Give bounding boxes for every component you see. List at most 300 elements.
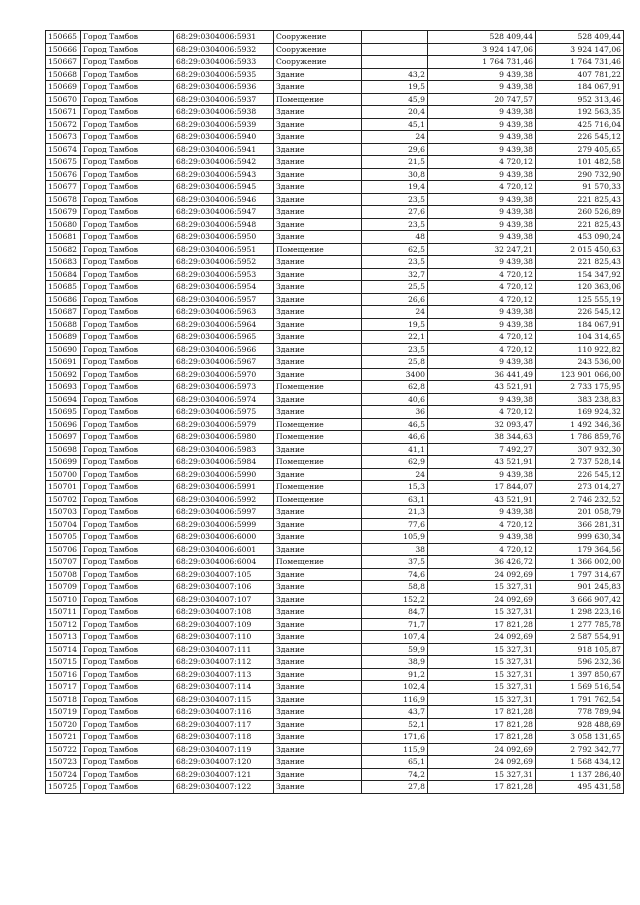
object-type-cell: Помещение [274, 493, 362, 506]
cadastral-number-cell: 68:29:0304006:5947 [174, 206, 274, 219]
area-cell: 43,7 [362, 706, 428, 719]
record-id-cell: 150705 [46, 531, 81, 544]
cadastral-number-cell: 68:29:0304006:5935 [174, 68, 274, 81]
area-cell: 65,1 [362, 756, 428, 769]
cadastral-number-cell: 68:29:0304006:5966 [174, 343, 274, 356]
city-cell: Город Тамбов [81, 431, 174, 444]
cadastral-number-cell: 68:29:0304006:5945 [174, 181, 274, 194]
table-row [46, 631, 624, 644]
record-id-cell: 150691 [46, 356, 81, 369]
unit-value-cell: 15 327,31 [428, 656, 536, 669]
cadastral-number-cell: 68:29:0304006:5952 [174, 256, 274, 269]
table-row [46, 218, 624, 231]
object-type-cell: Здание [274, 631, 362, 644]
record-id-cell: 150686 [46, 293, 81, 306]
cadastral-value-cell: 226 545,12 [536, 131, 624, 144]
object-type-cell: Здание [274, 518, 362, 531]
table-row [46, 518, 624, 531]
cadastral-value-cell: 120 363,06 [536, 281, 624, 294]
area-cell: 32,7 [362, 268, 428, 281]
city-cell: Город Тамбов [81, 693, 174, 706]
city-cell: Город Тамбов [81, 593, 174, 606]
object-type-cell: Здание [274, 531, 362, 544]
cadastral-value-cell: 2 015 450,63 [536, 243, 624, 256]
area-cell: 22,1 [362, 331, 428, 344]
city-cell: Город Тамбов [81, 656, 174, 669]
cadastral-value-cell: 3 924 147,06 [536, 43, 624, 56]
table-row [46, 268, 624, 281]
unit-value-cell: 7 492,27 [428, 443, 536, 456]
table-row [46, 56, 624, 69]
record-id-cell: 150725 [46, 781, 81, 794]
record-id-cell: 150713 [46, 631, 81, 644]
record-id-cell: 150682 [46, 243, 81, 256]
unit-value-cell: 17 821,28 [428, 731, 536, 744]
cadastral-number-cell: 68:29:0304006:6001 [174, 543, 274, 556]
table-row [46, 743, 624, 756]
cadastral-number-cell: 68:29:0304007:108 [174, 606, 274, 619]
record-id-cell: 150689 [46, 331, 81, 344]
area-cell: 74,6 [362, 568, 428, 581]
record-id-cell: 150693 [46, 381, 81, 394]
city-cell: Город Тамбов [81, 418, 174, 431]
record-id-cell: 150678 [46, 193, 81, 206]
cadastral-number-cell: 68:29:0304006:5940 [174, 131, 274, 144]
cadastral-value-cell: 192 563,35 [536, 106, 624, 119]
record-id-cell: 150708 [46, 568, 81, 581]
cadastral-value-cell: 1 366 002,00 [536, 556, 624, 569]
area-cell: 23,5 [362, 218, 428, 231]
table-row [46, 706, 624, 719]
object-type-cell: Здание [274, 343, 362, 356]
area-cell: 45,9 [362, 93, 428, 106]
table-row [46, 468, 624, 481]
area-cell [362, 31, 428, 44]
cadastral-number-cell: 68:29:0304007:106 [174, 581, 274, 594]
cadastral-value-cell: 2 792 342,77 [536, 743, 624, 756]
cadastral-value-cell: 1 137 286,40 [536, 768, 624, 781]
cadastral-number-cell: 68:29:0304006:5983 [174, 443, 274, 456]
cadastral-value-cell: 125 555,19 [536, 293, 624, 306]
cadastral-value-cell: 260 526,89 [536, 206, 624, 219]
cadastral-value-cell: 495 431,58 [536, 781, 624, 794]
cadastral-value-cell: 2 737 528,14 [536, 456, 624, 469]
area-cell: 25,8 [362, 356, 428, 369]
cadastral-number-cell: 68:29:0304006:5973 [174, 381, 274, 394]
area-cell: 46,5 [362, 418, 428, 431]
city-cell: Город Тамбов [81, 306, 174, 319]
area-cell: 77,6 [362, 518, 428, 531]
record-id-cell: 150685 [46, 281, 81, 294]
table-row [46, 43, 624, 56]
cadastral-number-cell: 68:29:0304006:5953 [174, 268, 274, 281]
area-cell: 107,4 [362, 631, 428, 644]
cadastral-number-cell: 68:29:0304006:6004 [174, 556, 274, 569]
area-cell: 41,1 [362, 443, 428, 456]
table-row [46, 81, 624, 94]
cadastral-value-cell: 243 536,00 [536, 356, 624, 369]
city-cell: Город Тамбов [81, 31, 174, 44]
object-type-cell: Помещение [274, 243, 362, 256]
record-id-cell: 150690 [46, 343, 81, 356]
cadastral-number-cell: 68:29:0304006:5950 [174, 231, 274, 244]
area-cell: 29,6 [362, 143, 428, 156]
area-cell: 24 [362, 306, 428, 319]
object-type-cell: Здание [274, 718, 362, 731]
cadastral-number-cell: 68:29:0304006:5974 [174, 393, 274, 406]
record-id-cell: 150704 [46, 518, 81, 531]
cadastral-value-cell: 1 277 785,78 [536, 618, 624, 631]
table-row [46, 431, 624, 444]
city-cell: Город Тамбов [81, 681, 174, 694]
city-cell: Город Тамбов [81, 631, 174, 644]
cadastral-value-cell: 226 545,12 [536, 468, 624, 481]
area-cell: 38,9 [362, 656, 428, 669]
record-id-cell: 150718 [46, 693, 81, 706]
unit-value-cell: 1 764 731,46 [428, 56, 536, 69]
cadastral-value-cell: 1 764 731,46 [536, 56, 624, 69]
area-cell: 19,5 [362, 318, 428, 331]
object-type-cell: Здание [274, 368, 362, 381]
city-cell: Город Тамбов [81, 543, 174, 556]
unit-value-cell: 9 439,38 [428, 218, 536, 231]
unit-value-cell: 24 092,69 [428, 756, 536, 769]
cadastral-number-cell: 68:29:0304007:109 [174, 618, 274, 631]
object-type-cell: Здание [274, 81, 362, 94]
table-row [46, 543, 624, 556]
cadastral-number-cell: 68:29:0304007:121 [174, 768, 274, 781]
cadastral-number-cell: 68:29:0304006:5975 [174, 406, 274, 419]
table-row [46, 756, 624, 769]
city-cell: Город Тамбов [81, 206, 174, 219]
object-type-cell: Сооружение [274, 56, 362, 69]
table-row [46, 556, 624, 569]
cadastral-value-cell: 1 569 516,54 [536, 681, 624, 694]
city-cell: Город Тамбов [81, 218, 174, 231]
unit-value-cell: 38 344,63 [428, 431, 536, 444]
table-row [46, 343, 624, 356]
table-row [46, 106, 624, 119]
unit-value-cell: 9 439,38 [428, 231, 536, 244]
cadastral-number-cell: 68:29:0304006:5979 [174, 418, 274, 431]
record-id-cell: 150683 [46, 256, 81, 269]
cadastral-number-cell: 68:29:0304007:122 [174, 781, 274, 794]
table-row [46, 393, 624, 406]
object-type-cell: Здание [274, 106, 362, 119]
object-type-cell: Помещение [274, 418, 362, 431]
unit-value-cell: 15 327,31 [428, 606, 536, 619]
record-id-cell: 150681 [46, 231, 81, 244]
record-id-cell: 150707 [46, 556, 81, 569]
unit-value-cell: 4 720,12 [428, 181, 536, 194]
area-cell: 63,1 [362, 493, 428, 506]
city-cell: Город Тамбов [81, 268, 174, 281]
object-type-cell: Здание [274, 618, 362, 631]
area-cell: 152,2 [362, 593, 428, 606]
table-row [46, 293, 624, 306]
city-cell: Город Тамбов [81, 506, 174, 519]
cadastral-number-cell: 68:29:0304006:5941 [174, 143, 274, 156]
table-row [46, 693, 624, 706]
cadastral-number-cell: 68:29:0304006:5999 [174, 518, 274, 531]
cadastral-number-cell: 68:29:0304006:5943 [174, 168, 274, 181]
cadastral-number-cell: 68:29:0304007:120 [174, 756, 274, 769]
unit-value-cell: 43 521,91 [428, 493, 536, 506]
city-cell: Город Тамбов [81, 356, 174, 369]
cadastral-value-cell: 918 105,87 [536, 643, 624, 656]
unit-value-cell: 32 093,47 [428, 418, 536, 431]
cadastral-number-cell: 68:29:0304007:111 [174, 643, 274, 656]
cadastral-number-cell: 68:29:0304006:5938 [174, 106, 274, 119]
area-cell: 27,6 [362, 206, 428, 219]
table-row [46, 406, 624, 419]
object-type-cell: Здание [274, 131, 362, 144]
table-body [46, 31, 624, 794]
record-id-cell: 150710 [46, 593, 81, 606]
table-row [46, 581, 624, 594]
cadastral-value-cell: 110 922,82 [536, 343, 624, 356]
cadastral-number-cell: 68:29:0304007:115 [174, 693, 274, 706]
object-type-cell: Здание [274, 393, 362, 406]
city-cell: Город Тамбов [81, 718, 174, 731]
unit-value-cell: 15 327,31 [428, 668, 536, 681]
cadastral-value-cell: 201 058,79 [536, 506, 624, 519]
unit-value-cell: 9 439,38 [428, 531, 536, 544]
unit-value-cell: 9 439,38 [428, 468, 536, 481]
cadastral-number-cell: 68:29:0304006:5946 [174, 193, 274, 206]
table-row [46, 243, 624, 256]
city-cell: Город Тамбов [81, 768, 174, 781]
cadastral-value-cell: 407 781,22 [536, 68, 624, 81]
table-row [46, 168, 624, 181]
cadastral-value-cell: 778 789,94 [536, 706, 624, 719]
table-row [46, 668, 624, 681]
area-cell [362, 56, 428, 69]
cadastral-value-cell: 221 825,43 [536, 256, 624, 269]
area-cell: 21,5 [362, 156, 428, 169]
unit-value-cell: 4 720,12 [428, 406, 536, 419]
unit-value-cell: 36 426,72 [428, 556, 536, 569]
area-cell: 36 [362, 406, 428, 419]
cadastral-value-cell: 1 568 434,12 [536, 756, 624, 769]
cadastral-value-cell: 169 924,32 [536, 406, 624, 419]
table-row [46, 318, 624, 331]
cadastral-value-cell: 1 492 346,36 [536, 418, 624, 431]
cadastral-value-cell: 2 733 175,95 [536, 381, 624, 394]
area-cell: 62,8 [362, 381, 428, 394]
unit-value-cell: 3 924 147,06 [428, 43, 536, 56]
city-cell: Город Тамбов [81, 231, 174, 244]
city-cell: Город Тамбов [81, 243, 174, 256]
city-cell: Город Тамбов [81, 531, 174, 544]
record-id-cell: 150679 [46, 206, 81, 219]
record-id-cell: 150698 [46, 443, 81, 456]
cadastral-number-cell: 68:29:0304007:110 [174, 631, 274, 644]
unit-value-cell: 4 720,12 [428, 331, 536, 344]
record-id-cell: 150676 [46, 168, 81, 181]
record-id-cell: 150665 [46, 31, 81, 44]
table-row [46, 643, 624, 656]
area-cell: 3400 [362, 368, 428, 381]
cadastral-value-cell: 290 732,90 [536, 168, 624, 181]
record-id-cell: 150714 [46, 643, 81, 656]
object-type-cell: Здание [274, 256, 362, 269]
unit-value-cell: 20 747,57 [428, 93, 536, 106]
object-type-cell: Здание [274, 281, 362, 294]
city-cell: Город Тамбов [81, 618, 174, 631]
object-type-cell: Помещение [274, 556, 362, 569]
area-cell: 102,4 [362, 681, 428, 694]
table-row [46, 593, 624, 606]
object-type-cell: Помещение [274, 93, 362, 106]
cadastral-value-cell: 366 281,31 [536, 518, 624, 531]
table-row [46, 618, 624, 631]
object-type-cell: Здание [274, 706, 362, 719]
record-id-cell: 150720 [46, 718, 81, 731]
unit-value-cell: 9 439,38 [428, 506, 536, 519]
unit-value-cell: 15 327,31 [428, 768, 536, 781]
table-row [46, 256, 624, 269]
city-cell: Город Тамбов [81, 368, 174, 381]
record-id-cell: 150716 [46, 668, 81, 681]
area-cell: 20,4 [362, 106, 428, 119]
unit-value-cell: 4 720,12 [428, 281, 536, 294]
record-id-cell: 150722 [46, 743, 81, 756]
unit-value-cell: 24 092,69 [428, 631, 536, 644]
cadastral-value-cell: 3 058 131,65 [536, 731, 624, 744]
object-type-cell: Здание [274, 356, 362, 369]
cadastral-value-cell: 1 791 762,54 [536, 693, 624, 706]
area-cell: 62,5 [362, 243, 428, 256]
object-type-cell: Здание [274, 543, 362, 556]
record-id-cell: 150684 [46, 268, 81, 281]
cadastral-number-cell: 68:29:0304006:5951 [174, 243, 274, 256]
unit-value-cell: 24 092,69 [428, 743, 536, 756]
cadastral-number-cell: 68:29:0304006:5970 [174, 368, 274, 381]
area-cell: 62,9 [362, 456, 428, 469]
cadastral-value-cell: 1 298 223,16 [536, 606, 624, 619]
cadastral-number-cell: 68:29:0304006:5957 [174, 293, 274, 306]
table-row [46, 418, 624, 431]
cadastral-value-cell: 453 090,24 [536, 231, 624, 244]
cadastral-value-cell: 1 797 314,67 [536, 568, 624, 581]
cadastral-value-cell: 154 347,92 [536, 268, 624, 281]
cadastral-value-cell: 2 746 232,52 [536, 493, 624, 506]
unit-value-cell: 43 521,91 [428, 381, 536, 394]
city-cell: Город Тамбов [81, 493, 174, 506]
table-row [46, 731, 624, 744]
table-row [46, 131, 624, 144]
object-type-cell: Здание [274, 743, 362, 756]
cadastral-value-cell: 123 901 066,00 [536, 368, 624, 381]
cadastral-value-cell: 999 630,34 [536, 531, 624, 544]
area-cell: 23,5 [362, 256, 428, 269]
city-cell: Город Тамбов [81, 643, 174, 656]
table-row [46, 143, 624, 156]
object-type-cell: Здание [274, 143, 362, 156]
record-id-cell: 150715 [46, 656, 81, 669]
city-cell: Город Тамбов [81, 331, 174, 344]
object-type-cell: Здание [274, 218, 362, 231]
table-row [46, 681, 624, 694]
area-cell: 23,5 [362, 193, 428, 206]
object-type-cell: Сооружение [274, 43, 362, 56]
area-cell: 24 [362, 468, 428, 481]
cadastral-number-cell: 68:29:0304006:6000 [174, 531, 274, 544]
unit-value-cell: 17 821,28 [428, 706, 536, 719]
unit-value-cell: 528 409,44 [428, 31, 536, 44]
area-cell: 40,6 [362, 393, 428, 406]
area-cell: 74,2 [362, 768, 428, 781]
city-cell: Город Тамбов [81, 168, 174, 181]
unit-value-cell: 36 441,49 [428, 368, 536, 381]
city-cell: Город Тамбов [81, 756, 174, 769]
area-cell: 24 [362, 131, 428, 144]
cadastral-value-cell: 952 313,46 [536, 93, 624, 106]
object-type-cell: Здание [274, 293, 362, 306]
cadastral-number-cell: 68:29:0304006:5964 [174, 318, 274, 331]
cadastral-number-cell: 68:29:0304007:114 [174, 681, 274, 694]
table-row [46, 606, 624, 619]
cadastral-number-cell: 68:29:0304006:5931 [174, 31, 274, 44]
unit-value-cell: 4 720,12 [428, 156, 536, 169]
record-id-cell: 150675 [46, 156, 81, 169]
city-cell: Город Тамбов [81, 343, 174, 356]
table-row [46, 306, 624, 319]
cadastral-value-cell: 179 364,56 [536, 543, 624, 556]
record-id-cell: 150694 [46, 393, 81, 406]
area-cell: 37,5 [362, 556, 428, 569]
record-id-cell: 150701 [46, 481, 81, 494]
record-id-cell: 150709 [46, 581, 81, 594]
record-id-cell: 150721 [46, 731, 81, 744]
unit-value-cell: 24 092,69 [428, 593, 536, 606]
cadastral-number-cell: 68:29:0304007:105 [174, 568, 274, 581]
area-cell: 48 [362, 231, 428, 244]
cadastral-number-cell: 68:29:0304006:5942 [174, 156, 274, 169]
table-row [46, 368, 624, 381]
record-id-cell: 150719 [46, 706, 81, 719]
table-row [46, 456, 624, 469]
unit-value-cell: 9 439,38 [428, 81, 536, 94]
city-cell: Город Тамбов [81, 706, 174, 719]
record-id-cell: 150723 [46, 756, 81, 769]
city-cell: Город Тамбов [81, 181, 174, 194]
area-cell: 52,1 [362, 718, 428, 731]
city-cell: Город Тамбов [81, 81, 174, 94]
object-type-cell: Помещение [274, 381, 362, 394]
object-type-cell: Здание [274, 268, 362, 281]
object-type-cell: Здание [274, 406, 362, 419]
city-cell: Город Тамбов [81, 118, 174, 131]
object-type-cell: Помещение [274, 481, 362, 494]
area-cell: 91,2 [362, 668, 428, 681]
object-type-cell: Здание [274, 731, 362, 744]
cadastral-value-cell: 928 488,69 [536, 718, 624, 731]
object-type-cell: Здание [274, 468, 362, 481]
area-cell: 105,9 [362, 531, 428, 544]
city-cell: Город Тамбов [81, 556, 174, 569]
cadastral-number-cell: 68:29:0304006:5936 [174, 81, 274, 94]
area-cell: 116,9 [362, 693, 428, 706]
record-id-cell: 150672 [46, 118, 81, 131]
area-cell: 19,5 [362, 81, 428, 94]
table-row [46, 118, 624, 131]
object-type-cell: Здание [274, 643, 362, 656]
unit-value-cell: 9 439,38 [428, 168, 536, 181]
record-id-cell: 150703 [46, 506, 81, 519]
record-id-cell: 150700 [46, 468, 81, 481]
